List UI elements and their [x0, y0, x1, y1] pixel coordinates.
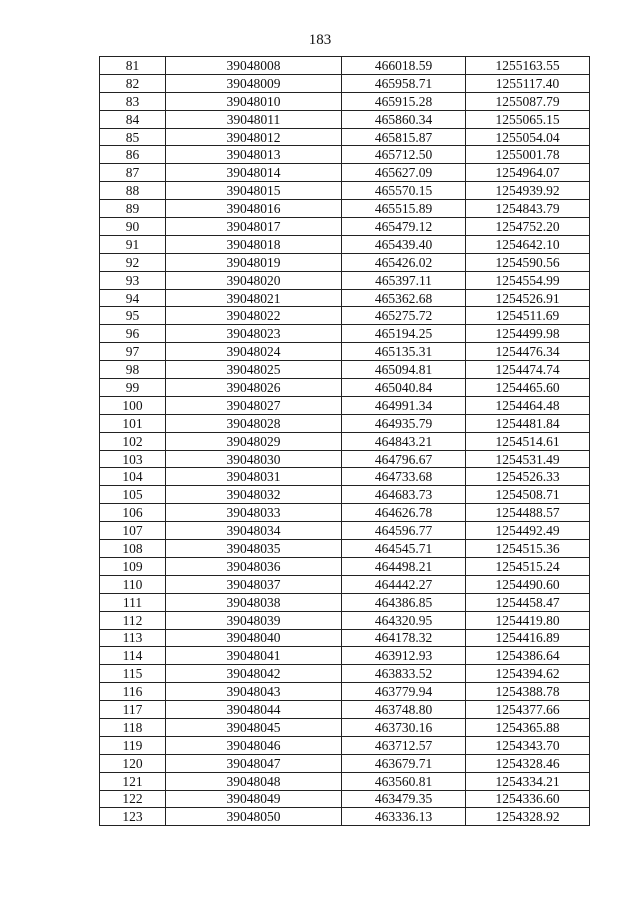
row-number-cell: 118 — [100, 718, 166, 736]
point-id-cell: 39048047 — [166, 754, 342, 772]
y-coordinate-cell: 1254336.60 — [466, 790, 590, 808]
y-coordinate-cell: 1254752.20 — [466, 218, 590, 236]
point-id-cell: 39048029 — [166, 432, 342, 450]
x-coordinate-cell: 463833.52 — [342, 665, 466, 683]
table-row — [100, 307, 590, 325]
x-coordinate-cell: 463779.94 — [342, 683, 466, 701]
point-id-cell: 39048034 — [166, 522, 342, 540]
y-coordinate-cell: 1254499.98 — [466, 325, 590, 343]
row-number-cell: 81 — [100, 57, 166, 75]
table-row — [100, 736, 590, 754]
point-id-cell: 39048015 — [166, 182, 342, 200]
point-id-cell: 39048041 — [166, 647, 342, 665]
table-row — [100, 486, 590, 504]
x-coordinate-cell: 464442.27 — [342, 575, 466, 593]
point-id-cell: 39048046 — [166, 736, 342, 754]
row-number-cell: 94 — [100, 289, 166, 307]
point-id-cell: 39048010 — [166, 92, 342, 110]
x-coordinate-cell: 465627.09 — [342, 164, 466, 182]
table-row — [100, 74, 590, 92]
row-number-cell: 99 — [100, 379, 166, 397]
row-number-cell: 82 — [100, 74, 166, 92]
y-coordinate-cell: 1254386.64 — [466, 647, 590, 665]
y-coordinate-cell: 1255065.15 — [466, 110, 590, 128]
y-coordinate-cell: 1255001.78 — [466, 146, 590, 164]
table-row — [100, 629, 590, 647]
x-coordinate-cell: 464320.95 — [342, 611, 466, 629]
table-row — [100, 772, 590, 790]
row-number-cell: 107 — [100, 522, 166, 540]
table-row — [100, 718, 590, 736]
table-row — [100, 396, 590, 414]
point-id-cell: 39048023 — [166, 325, 342, 343]
point-id-cell: 39048030 — [166, 450, 342, 468]
table-row — [100, 146, 590, 164]
table-row — [100, 557, 590, 575]
point-id-cell: 39048033 — [166, 504, 342, 522]
y-coordinate-cell: 1254481.84 — [466, 414, 590, 432]
table-row — [100, 361, 590, 379]
table-row — [100, 200, 590, 218]
row-number-cell: 120 — [100, 754, 166, 772]
y-coordinate-cell: 1254328.46 — [466, 754, 590, 772]
point-id-cell: 39048028 — [166, 414, 342, 432]
x-coordinate-cell: 465860.34 — [342, 110, 466, 128]
x-coordinate-cell: 464683.73 — [342, 486, 466, 504]
point-id-cell: 39048011 — [166, 110, 342, 128]
row-number-cell: 121 — [100, 772, 166, 790]
table-row — [100, 164, 590, 182]
table-row — [100, 540, 590, 558]
row-number-cell: 114 — [100, 647, 166, 665]
x-coordinate-cell: 463748.80 — [342, 701, 466, 719]
table-row — [100, 325, 590, 343]
x-coordinate-cell: 466018.59 — [342, 57, 466, 75]
y-coordinate-cell: 1254474.74 — [466, 361, 590, 379]
point-id-cell: 39048050 — [166, 808, 342, 826]
point-id-cell: 39048045 — [166, 718, 342, 736]
table-row — [100, 289, 590, 307]
point-id-cell: 39048009 — [166, 74, 342, 92]
x-coordinate-cell: 464796.67 — [342, 450, 466, 468]
point-id-cell: 39048038 — [166, 593, 342, 611]
table-row — [100, 432, 590, 450]
table-row — [100, 343, 590, 361]
x-coordinate-cell: 464386.85 — [342, 593, 466, 611]
x-coordinate-cell: 463679.71 — [342, 754, 466, 772]
table-row — [100, 808, 590, 826]
x-coordinate-cell: 465570.15 — [342, 182, 466, 200]
x-coordinate-cell: 464626.78 — [342, 504, 466, 522]
x-coordinate-cell: 463560.81 — [342, 772, 466, 790]
coordinates-table — [99, 56, 590, 826]
row-number-cell: 101 — [100, 414, 166, 432]
x-coordinate-cell: 464843.21 — [342, 432, 466, 450]
table-row — [100, 701, 590, 719]
table-row — [100, 110, 590, 128]
row-number-cell: 88 — [100, 182, 166, 200]
table-row — [100, 128, 590, 146]
point-id-cell: 39048008 — [166, 57, 342, 75]
y-coordinate-cell: 1254465.60 — [466, 379, 590, 397]
row-number-cell: 92 — [100, 253, 166, 271]
y-coordinate-cell: 1254343.70 — [466, 736, 590, 754]
table-row — [100, 182, 590, 200]
point-id-cell: 39048024 — [166, 343, 342, 361]
table-row — [100, 522, 590, 540]
point-id-cell: 39048012 — [166, 128, 342, 146]
point-id-cell: 39048020 — [166, 271, 342, 289]
point-id-cell: 39048039 — [166, 611, 342, 629]
point-id-cell: 39048019 — [166, 253, 342, 271]
table-row — [100, 253, 590, 271]
x-coordinate-cell: 465275.72 — [342, 307, 466, 325]
y-coordinate-cell: 1254394.62 — [466, 665, 590, 683]
y-coordinate-cell: 1254642.10 — [466, 235, 590, 253]
y-coordinate-cell: 1254590.56 — [466, 253, 590, 271]
y-coordinate-cell: 1254328.92 — [466, 808, 590, 826]
table-row — [100, 271, 590, 289]
row-number-cell: 87 — [100, 164, 166, 182]
row-number-cell: 105 — [100, 486, 166, 504]
x-coordinate-cell: 463479.35 — [342, 790, 466, 808]
point-id-cell: 39048025 — [166, 361, 342, 379]
row-number-cell: 115 — [100, 665, 166, 683]
point-id-cell: 39048037 — [166, 575, 342, 593]
row-number-cell: 89 — [100, 200, 166, 218]
y-coordinate-cell: 1254476.34 — [466, 343, 590, 361]
point-id-cell: 39048013 — [166, 146, 342, 164]
point-id-cell: 39048036 — [166, 557, 342, 575]
y-coordinate-cell: 1255054.04 — [466, 128, 590, 146]
x-coordinate-cell: 464498.21 — [342, 557, 466, 575]
y-coordinate-cell: 1254939.92 — [466, 182, 590, 200]
x-coordinate-cell: 465915.28 — [342, 92, 466, 110]
table-row — [100, 414, 590, 432]
x-coordinate-cell: 463336.13 — [342, 808, 466, 826]
x-coordinate-cell: 465815.87 — [342, 128, 466, 146]
table-row — [100, 450, 590, 468]
point-id-cell: 39048021 — [166, 289, 342, 307]
row-number-cell: 83 — [100, 92, 166, 110]
y-coordinate-cell: 1254419.80 — [466, 611, 590, 629]
row-number-cell: 96 — [100, 325, 166, 343]
x-coordinate-cell: 465712.50 — [342, 146, 466, 164]
row-number-cell: 106 — [100, 504, 166, 522]
y-coordinate-cell: 1255117.40 — [466, 74, 590, 92]
x-coordinate-cell: 465426.02 — [342, 253, 466, 271]
row-number-cell: 90 — [100, 218, 166, 236]
point-id-cell: 39048022 — [166, 307, 342, 325]
y-coordinate-cell: 1254526.91 — [466, 289, 590, 307]
point-id-cell: 39048042 — [166, 665, 342, 683]
table-row — [100, 57, 590, 75]
row-number-cell: 111 — [100, 593, 166, 611]
y-coordinate-cell: 1255087.79 — [466, 92, 590, 110]
row-number-cell: 84 — [100, 110, 166, 128]
y-coordinate-cell: 1254365.88 — [466, 718, 590, 736]
table-body — [100, 57, 590, 826]
x-coordinate-cell: 463712.57 — [342, 736, 466, 754]
table-row — [100, 92, 590, 110]
table-row — [100, 504, 590, 522]
row-number-cell: 103 — [100, 450, 166, 468]
x-coordinate-cell: 465135.31 — [342, 343, 466, 361]
table-row — [100, 790, 590, 808]
y-coordinate-cell: 1254464.48 — [466, 396, 590, 414]
x-coordinate-cell: 465040.84 — [342, 379, 466, 397]
x-coordinate-cell: 465397.11 — [342, 271, 466, 289]
point-id-cell: 39048018 — [166, 235, 342, 253]
point-id-cell: 39048048 — [166, 772, 342, 790]
table-row — [100, 647, 590, 665]
y-coordinate-cell: 1254458.47 — [466, 593, 590, 611]
point-id-cell: 39048040 — [166, 629, 342, 647]
page-number: 183 — [308, 32, 332, 48]
row-number-cell: 110 — [100, 575, 166, 593]
row-number-cell: 123 — [100, 808, 166, 826]
point-id-cell: 39048017 — [166, 218, 342, 236]
row-number-cell: 112 — [100, 611, 166, 629]
x-coordinate-cell: 465515.89 — [342, 200, 466, 218]
x-coordinate-cell: 463912.93 — [342, 647, 466, 665]
table-row — [100, 754, 590, 772]
row-number-cell: 91 — [100, 235, 166, 253]
table-row — [100, 218, 590, 236]
table-row — [100, 665, 590, 683]
x-coordinate-cell: 464733.68 — [342, 468, 466, 486]
row-number-cell: 116 — [100, 683, 166, 701]
point-id-cell: 39048032 — [166, 486, 342, 504]
point-id-cell: 39048049 — [166, 790, 342, 808]
row-number-cell: 104 — [100, 468, 166, 486]
x-coordinate-cell: 463730.16 — [342, 718, 466, 736]
y-coordinate-cell: 1254388.78 — [466, 683, 590, 701]
table-row — [100, 379, 590, 397]
x-coordinate-cell: 465194.25 — [342, 325, 466, 343]
y-coordinate-cell: 1254515.36 — [466, 540, 590, 558]
point-id-cell: 39048016 — [166, 200, 342, 218]
table-row — [100, 683, 590, 701]
y-coordinate-cell: 1254526.33 — [466, 468, 590, 486]
x-coordinate-cell: 465362.68 — [342, 289, 466, 307]
x-coordinate-cell: 464596.77 — [342, 522, 466, 540]
point-id-cell: 39048027 — [166, 396, 342, 414]
point-id-cell: 39048035 — [166, 540, 342, 558]
y-coordinate-cell: 1255163.55 — [466, 57, 590, 75]
x-coordinate-cell: 464935.79 — [342, 414, 466, 432]
y-coordinate-cell: 1254488.57 — [466, 504, 590, 522]
y-coordinate-cell: 1254416.89 — [466, 629, 590, 647]
y-coordinate-cell: 1254514.61 — [466, 432, 590, 450]
row-number-cell: 113 — [100, 629, 166, 647]
point-id-cell: 39048044 — [166, 701, 342, 719]
x-coordinate-cell: 464178.32 — [342, 629, 466, 647]
y-coordinate-cell: 1254515.24 — [466, 557, 590, 575]
row-number-cell: 97 — [100, 343, 166, 361]
row-number-cell: 108 — [100, 540, 166, 558]
row-number-cell: 102 — [100, 432, 166, 450]
row-number-cell: 98 — [100, 361, 166, 379]
table-row — [100, 593, 590, 611]
row-number-cell: 86 — [100, 146, 166, 164]
y-coordinate-cell: 1254843.79 — [466, 200, 590, 218]
y-coordinate-cell: 1254964.07 — [466, 164, 590, 182]
y-coordinate-cell: 1254334.21 — [466, 772, 590, 790]
x-coordinate-cell: 465439.40 — [342, 235, 466, 253]
y-coordinate-cell: 1254511.69 — [466, 307, 590, 325]
y-coordinate-cell: 1254490.60 — [466, 575, 590, 593]
y-coordinate-cell: 1254554.99 — [466, 271, 590, 289]
row-number-cell: 122 — [100, 790, 166, 808]
row-number-cell: 109 — [100, 557, 166, 575]
y-coordinate-cell: 1254492.49 — [466, 522, 590, 540]
y-coordinate-cell: 1254508.71 — [466, 486, 590, 504]
y-coordinate-cell: 1254377.66 — [466, 701, 590, 719]
x-coordinate-cell: 464991.34 — [342, 396, 466, 414]
x-coordinate-cell: 464545.71 — [342, 540, 466, 558]
point-id-cell: 39048043 — [166, 683, 342, 701]
table-row — [100, 235, 590, 253]
point-id-cell: 39048026 — [166, 379, 342, 397]
x-coordinate-cell: 465479.12 — [342, 218, 466, 236]
x-coordinate-cell: 465958.71 — [342, 74, 466, 92]
point-id-cell: 39048014 — [166, 164, 342, 182]
table-row — [100, 575, 590, 593]
row-number-cell: 117 — [100, 701, 166, 719]
table-row — [100, 611, 590, 629]
row-number-cell: 95 — [100, 307, 166, 325]
x-coordinate-cell: 465094.81 — [342, 361, 466, 379]
y-coordinate-cell: 1254531.49 — [466, 450, 590, 468]
row-number-cell: 119 — [100, 736, 166, 754]
point-id-cell: 39048031 — [166, 468, 342, 486]
table-row — [100, 468, 590, 486]
row-number-cell: 93 — [100, 271, 166, 289]
row-number-cell: 100 — [100, 396, 166, 414]
row-number-cell: 85 — [100, 128, 166, 146]
